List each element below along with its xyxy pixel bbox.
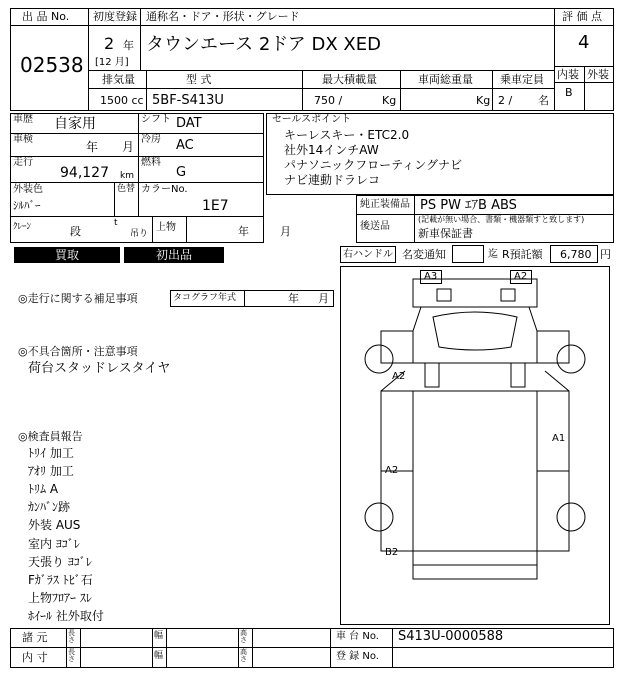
- truck-diagram: [341, 267, 609, 624]
- reg-month: [12 月]: [95, 57, 129, 68]
- inspector-item: ﾎｲｰﾙ 社外取付: [28, 609, 104, 623]
- shift-label: シフト: [141, 114, 171, 125]
- score-label: 評 価 点: [562, 10, 602, 23]
- length-label: 長さ: [68, 629, 75, 644]
- recycle-label: R預託額: [502, 248, 543, 261]
- crane-stage: 段: [70, 225, 81, 238]
- ext-color-value: ｼﾙﾊﾞｰ: [13, 199, 41, 212]
- reg-year-unit: 年: [123, 39, 134, 52]
- ac-label: 冷房: [141, 134, 161, 145]
- owner-badge: 初出品: [124, 247, 224, 263]
- interior-score: B: [565, 86, 573, 99]
- name-change-label: 名変通知: [402, 248, 446, 261]
- max-load-value: 750 /: [314, 94, 343, 107]
- damage-mark: A3: [424, 271, 438, 282]
- damage-mark: A1: [552, 433, 566, 444]
- sales-point-item: パナソニックフローティングナビ: [284, 158, 462, 172]
- color-sub-label: 色替: [117, 184, 136, 194]
- length-label: 長さ: [68, 648, 75, 663]
- crane-label: ｸﾚｰﾝ: [13, 222, 32, 232]
- chassis-no: S413U-0000588: [398, 629, 504, 644]
- displacement-value: 1500 cc: [100, 94, 144, 107]
- capacity-label: 乗車定員: [500, 73, 544, 86]
- inspector-item: ｱｵﾘ 加工: [28, 464, 74, 478]
- model-name-label: 通称名・ドア・形状・グレード: [146, 10, 300, 23]
- ac-value: AC: [176, 138, 194, 153]
- sales-points-label: セールスポイント: [272, 114, 352, 125]
- fuel-label: 燃料: [141, 157, 161, 168]
- crane-t: t: [114, 218, 118, 228]
- dims-label: 諸 元: [22, 631, 48, 644]
- color-no-label: カラーNo.: [141, 184, 188, 195]
- inspector-label: ◎検査員報告: [18, 430, 83, 443]
- damage-mark: A2: [514, 271, 528, 282]
- model-name: タウンエース 2ドア DX XED: [146, 34, 381, 55]
- interior-label: 内装: [557, 68, 579, 81]
- inspector-item: 室内 ﾖｺﾞﾚ: [28, 537, 80, 551]
- defect-label: ◎不具合箇所・注意事項: [18, 345, 138, 358]
- damage-mark: B2: [385, 547, 399, 558]
- capacity-value: 2 /: [498, 94, 513, 107]
- mileage-value: 94,127: [60, 165, 109, 181]
- tacho-year: 年: [288, 292, 299, 305]
- buy-badge: 買取: [14, 247, 120, 263]
- inspector-item: 上物ﾌﾛｱｰ ｽﾚ: [28, 591, 92, 605]
- score-value: 4: [578, 32, 590, 53]
- chassis-label: 車 台 No.: [336, 631, 379, 642]
- tacho-month: 月: [318, 292, 329, 305]
- vehicle-diagram-frame: [340, 266, 610, 625]
- displacement-label: 排気量: [102, 73, 135, 86]
- lot-label: 出 品 No.: [22, 10, 70, 23]
- mileage-label: 走行: [13, 157, 33, 168]
- inspector-item: ﾄﾘﾑ A: [28, 482, 59, 496]
- damage-mark: A2: [385, 465, 399, 476]
- inspection-month: 月: [122, 140, 135, 154]
- equipment-note: (記載が無い場合、書類・機器類すと致します): [418, 215, 585, 224]
- history-label: 車歴: [13, 114, 33, 125]
- r-label: 迄: [488, 249, 498, 260]
- first-reg-label: 初度登録: [93, 10, 137, 23]
- right-handle: 右ハンドル: [343, 249, 393, 260]
- inspector-item: 外装 AUS: [28, 518, 81, 532]
- recycle-unit: 円: [600, 248, 611, 261]
- reg-year: 2: [104, 34, 115, 53]
- shift-value: DAT: [176, 116, 202, 131]
- inspector-item: ﾄﾘｲ 加工: [28, 446, 74, 460]
- aftermarket-label: 後送品: [360, 221, 390, 232]
- total-weight-label: 車両総重量: [418, 73, 473, 86]
- inspector-item: 天張り ﾖｺﾞﾚ: [28, 555, 92, 569]
- mileage-unit: km: [120, 171, 134, 181]
- drive-remarks-label: ◎走行に関する補足事項: [18, 292, 138, 305]
- total-weight-unit: Kg: [476, 94, 491, 107]
- inspector-item: ｶﾝﾊﾞﾝ跡: [28, 500, 71, 514]
- sales-point-item: 社外14インチAW: [284, 143, 379, 157]
- inspection-year: 年: [86, 140, 99, 154]
- reg-no-label: 登 録 No.: [336, 651, 379, 662]
- height-label: 高さ: [240, 629, 247, 644]
- capacity-unit: 名: [538, 94, 549, 107]
- name-change-box: [452, 245, 484, 263]
- inspector-item: Fｶﾞﾗｽ ﾄﾋﾞ石: [28, 573, 93, 587]
- max-load-unit: Kg: [382, 94, 397, 107]
- type-value: 5BF-S413U: [152, 93, 224, 108]
- upper-year: 年: [238, 225, 249, 238]
- width-label: 幅: [154, 631, 164, 641]
- upper-month: 月: [280, 225, 291, 238]
- type-label: 型 式: [186, 73, 212, 86]
- inspection-label: 車検: [13, 134, 33, 145]
- recycle-value: 6,780: [560, 248, 592, 261]
- equipment-label: 純正装備品: [360, 199, 410, 210]
- defect-value: 荷台スタッドレスタイヤ: [28, 361, 171, 376]
- height-label: 高さ: [240, 648, 247, 663]
- tacho-label: タコグラフ年式: [173, 293, 237, 303]
- history-value: 自家用: [54, 116, 96, 132]
- max-load-label: 最大積載量: [322, 73, 377, 86]
- footer-frame: [10, 628, 614, 668]
- sales-point-item: キーレスキー・ETC2.0: [284, 128, 410, 142]
- color-no-value: 1E7: [202, 198, 229, 214]
- inner-dims-label: 内 寸: [22, 651, 48, 664]
- exterior-label: 外装: [587, 68, 609, 81]
- sales-point-item: ナビ連動ドラレコ: [284, 173, 381, 187]
- ext-color-label: 外装色: [13, 184, 43, 195]
- lot-number: 02538: [20, 53, 84, 77]
- fuel-value: G: [176, 165, 187, 180]
- warranty: 新車保証書: [418, 227, 473, 240]
- crane-hang: 吊り: [130, 229, 149, 239]
- damage-mark: A2: [392, 371, 406, 382]
- upper-label: 上物: [156, 222, 176, 233]
- equipment-value: PS PW ｴｱB ABS: [420, 198, 517, 213]
- width-label: 幅: [154, 651, 164, 661]
